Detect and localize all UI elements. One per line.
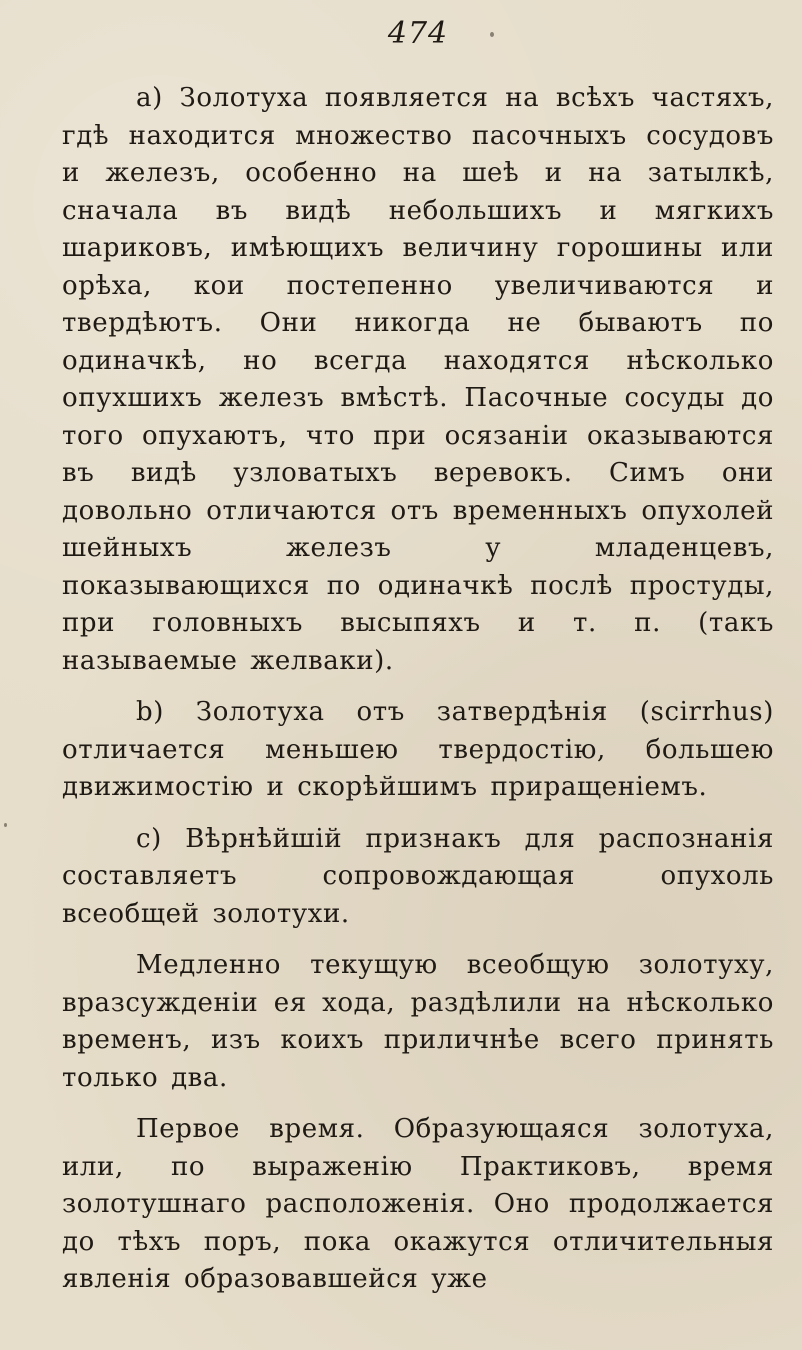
- paragraph-c: c) Вѣрнѣйшій признакъ для распознанія составляетъ сопровождающая опухоль всеобщей золотухи.: [62, 823, 774, 929]
- paper-speck: [490, 32, 494, 37]
- paragraph-b: b) Золотуха отъ затвердѣнія (scirrhus) отличается меньшею твердостію, большею движимостію и скорѣйшимъ приращеніемъ.: [62, 697, 774, 802]
- paragraph-first-period: Первое время. Образующаяся золотуха, или, по выраженію Практиковъ, время золотушнаго расположенія. Оно продолжается до тѣхъ поръ, пока окажутся отличительныя явленія образовавшейся уже: [62, 1114, 774, 1294]
- paragraph-a: а) Золотуха появляется на всѣхъ частяхъ, гдѣ находится множество пасочныхъ сосудовъ и железъ, особенно на шеѣ и на затылкѣ, сначала въ видѣ небольшихъ и мягкихъ шариковъ, имѣющихъ величину горошины или орѣха, кои постепенно увеличиваются и твердѣютъ. Они никогда не бываютъ по одиначкѣ, но всегда находятся нѣсколько опухшихъ железъ вмѣстѣ. Пасочные сосуды до того опухаютъ, что при осязаніи оказываются въ видѣ узловатыхъ веревокъ. Симъ они довольно отличаются отъ временныхъ опухолей шейныхъ железъ у младенцевъ, показывающихся по одиначкѣ послѣ простуды, при головныхъ высыпяхъ и т. п. (такъ называемые желваки).: [62, 83, 774, 676]
- paper-speck: [4, 823, 7, 827]
- page-number: 474: [387, 16, 449, 51]
- paragraph-course: Медленно текущую всеобщую золотуху, вразсужденіи ея хода, раздѣлили на нѣсколько временъ, изъ коихъ приличнѣе всего принять только два.: [62, 950, 774, 1093]
